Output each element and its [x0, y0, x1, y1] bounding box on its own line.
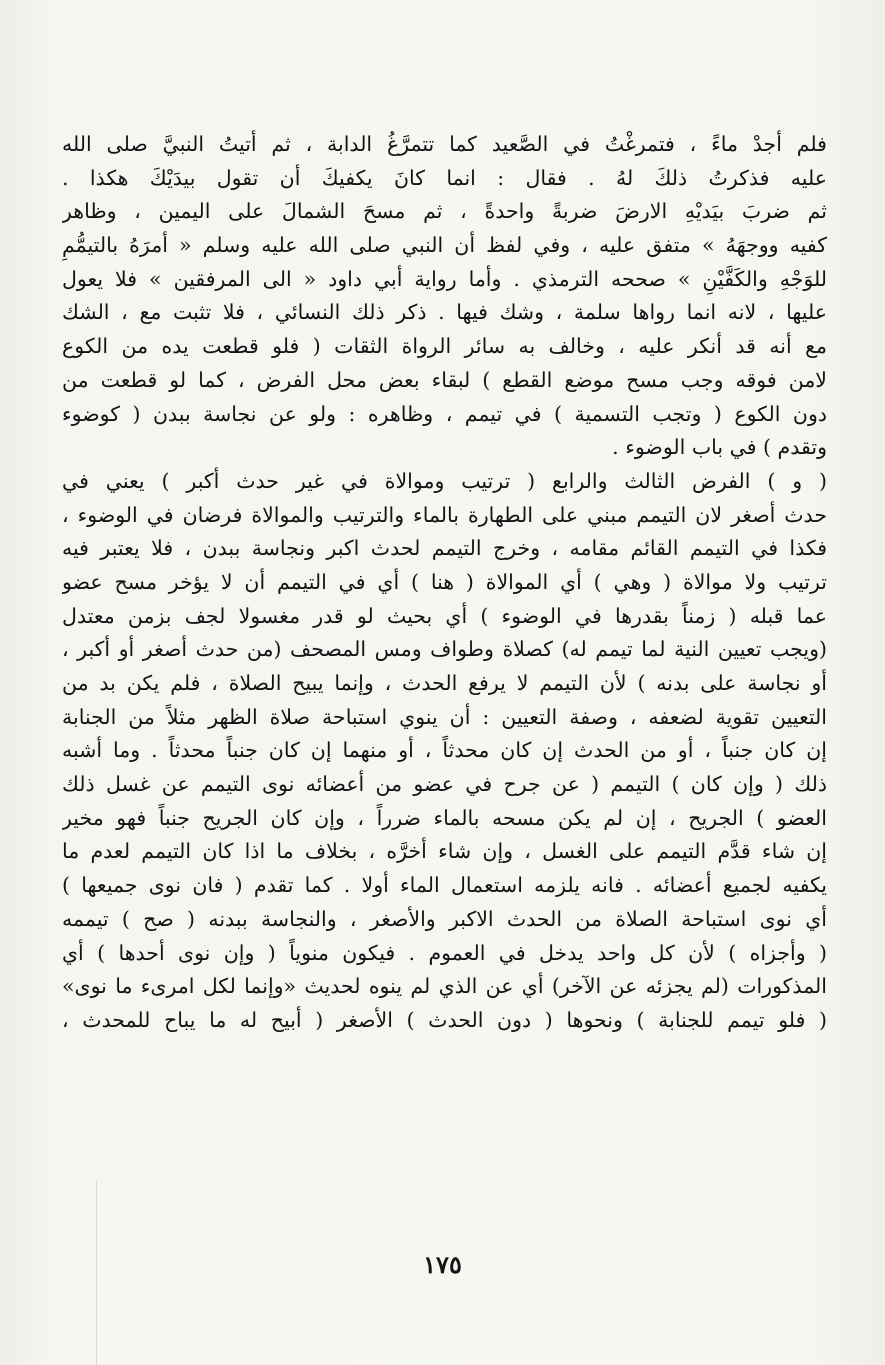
- text-line: للوَجْهِ والكَفَّيْنِ » صححه الترمذي . وأما رواية أبي داود « الى المرفقين » فلا يعول: [62, 266, 827, 291]
- text-line: يكفيه لجميع أعضائه . فانه يلزمه استعمال الماء أولا . كما تقدم ( فان نوى جميعها ): [62, 873, 827, 898]
- text-line: فلم أجدْ ماءً ، فتمرغْتُ في الصَّعيد كما تتمرَّغُ الدابة ، ثم أتيتُ النبيَّ صلى الله: [62, 132, 827, 156]
- text-line: (ويجب تعيين النية لما تيمم له) كصلاة وطواف ومس المصحف (من حدث أصغر أو أكبر ،: [62, 637, 827, 662]
- text-line: ( فلو تيمم للجنابة ) ونحوها ( دون الحدث ) الأصغر ( أبيح له ما يباح للمحدث ،: [62, 1007, 827, 1032]
- text-line: التعيين تقوية لضعفه ، وصفة التعيين : أن ينوي استباحة صلاة الظهر مثلاً من الجنابة: [62, 704, 827, 729]
- text-line: عليها ، لانه انما رواها سلمة ، وشك فيها . ذكر ذلك النسائي ، فلا تثبت مع ، الشك: [62, 300, 827, 325]
- text-line: ثم ضربَ بيَديْهِ الارضَ ضربةً واحدةً ، ثم مسحَ الشمالَ على اليمين ، وظاهر: [62, 199, 827, 224]
- page-number: ١٧٥: [423, 1250, 462, 1279]
- text-line: ( وأجزاه ) لأن كل واحد يدخل في العموم . فيكون منوياً ( وإن نوى أحدها ) أي: [62, 940, 827, 965]
- text-line: فكذا في التيمم القائم مقامه ، وخرج التيمم لحدث اكبر ونجاسة ببدن ، فلا يعتبر فيه: [62, 536, 827, 561]
- text-line: دون الكوع ( وتجب التسمية ) في تيمم ، وظاهره : ولو عن نجاسة ببدن ( كوضوء: [62, 401, 827, 426]
- text-line: إن كان جنباً ، أو من الحدث إن كان محدثاً ، أو منهما إن كان جنباً محدثاً . وما أشبه: [62, 738, 827, 763]
- text-line: ترتيب ولا موالاة ( وهي ) أي الموالاة ( هنا ) أي في التيمم أن لا يؤخر مسح عضو: [62, 569, 827, 594]
- text-line: العضو ) الجريح ، إن لم يكن مسحه بالماء ضرراً ، وإن كان الجريح جنباً فهو مخير: [62, 805, 827, 830]
- text-line: حدث أصغر لان التيمم مبني على الطهارة بالماء والترتيب والموالاة فرضان في الوضوء ،: [62, 502, 827, 527]
- text-line: أو نجاسة على بدنه ) لأن التيمم لا يرفع الحدث ، وإنما يبيح الصلاة ، فلم يكن بد من: [62, 671, 827, 695]
- text-line: إن شاء قدَّم التيمم على الغسل ، وإن شاء أخرَّه ، بخلاف ما اذا كان التيمم لعدم ما: [62, 839, 827, 864]
- text-line: ( و ) الفرض الثالث والرابع ( ترتيب وموالاة في غير حدث أكبر ) يعني في: [62, 468, 827, 493]
- text-line: كفيه ووجهَهُ » متفق عليه ، وفي لفظ أن النبي صلى الله عليه وسلم « أمرَهُ بالتيمُّمِ: [62, 233, 827, 258]
- body-text: [62, 128, 827, 1218]
- text-line: وتقدم ) في باب الوضوء .: [612, 435, 827, 460]
- text-line: عما قبله ( زمناً بقدرها في الوضوء ) أي بحيث لو قدر مغسولا لجف بزمن معتدل: [62, 603, 827, 628]
- text-line: لامن فوقه وجب مسح موضع القطع ) لبقاء بعض محل الفرض ، كما لو قطعت من: [62, 367, 827, 392]
- text-line: عليه فذكرتُ ذلكَ لهُ . فقال : انما كانَ يكفيكَ أن تقول بيدَيْكَ هكذا .: [62, 165, 827, 190]
- text-line: ذلك ( وإن كان ) التيمم ( عن جرح في عضو من أعضائه نوى التيمم عن غسل ذلك: [62, 772, 827, 797]
- text-line: المذكورات (لم يجزئه عن الآخر) أي عن الذي لم ينوه لحديث «وإنما لكل امرىء ما نوى»: [62, 974, 827, 999]
- text-line: مع أنه قد أنكر عليه ، وخالف به سائر الرواة الثقات ( فلو قطعت يده من الكوع: [62, 334, 827, 359]
- text-line: أي نوى استباحة الصلاة من الحدث الاكبر والأصغر ، والنجاسة ببدنه ( صح ) تيممه: [62, 906, 827, 931]
